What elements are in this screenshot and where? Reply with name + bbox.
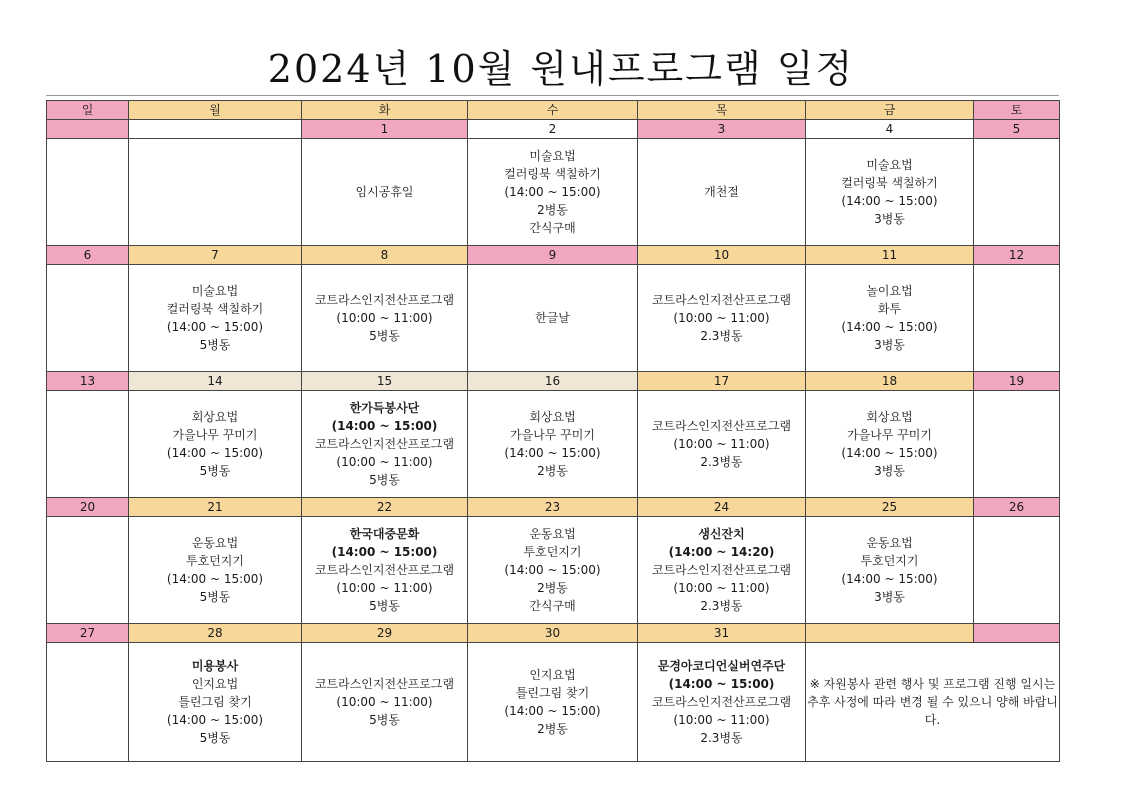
schedule-cell <box>638 139 806 246</box>
schedule-cell <box>47 265 129 372</box>
date-cell: 26 <box>974 498 1060 517</box>
schedule-line: 가을나무 꾸미기 <box>172 428 258 442</box>
schedule-cell <box>806 517 974 624</box>
schedule-line: 코트라스인지전산프로그램 <box>314 293 455 307</box>
schedule-line: (14:00 ~ 15:00) <box>841 320 938 334</box>
schedule-line: 코트라스인지전산프로그램 <box>314 437 455 451</box>
weekday-sat: 토 <box>974 101 1060 120</box>
schedule-line: 운동요법 <box>866 536 913 550</box>
schedule-cell <box>129 643 302 762</box>
schedule-line: (14:00 ~ 15:00) <box>331 419 438 433</box>
schedule-line: 틀린그림 찾기 <box>515 686 590 700</box>
schedule-line: 5병동 <box>199 731 231 745</box>
schedule-cell <box>468 643 638 762</box>
calendar-table <box>46 100 1060 762</box>
schedule-line: 5병동 <box>199 464 231 478</box>
schedule-line: 코트라스인지전산프로그램 <box>651 695 792 709</box>
schedule-line: (14:00 ~ 14:20) <box>668 545 775 559</box>
schedule-line: 한국대중문화 <box>349 527 420 541</box>
schedule-line: (14:00 ~ 15:00) <box>841 446 938 460</box>
schedule-line: (10:00 ~ 11:00) <box>336 311 433 325</box>
schedule-cell <box>638 265 806 372</box>
schedule-line: 미술요법 <box>191 284 239 298</box>
schedule-line: 5병동 <box>369 329 400 343</box>
schedule-line: 간식구매 <box>529 599 576 613</box>
schedule-line: (14:00 ~ 15:00) <box>504 563 601 577</box>
title-divider <box>46 95 1059 96</box>
weekday-thu: 목 <box>638 101 806 120</box>
schedule-line: 한가득봉사단 <box>349 401 420 415</box>
schedule-line: 가을나무 꾸미기 <box>510 428 595 442</box>
schedule-cell <box>806 391 974 498</box>
date-cell <box>806 624 974 643</box>
date-cell: 7 <box>129 246 302 265</box>
schedule-line: 2.3병동 <box>700 599 743 613</box>
date-row <box>47 624 1060 643</box>
schedule-line: 5병동 <box>199 590 231 604</box>
schedule-cell <box>468 265 638 372</box>
date-cell: 30 <box>468 624 638 643</box>
schedule-row <box>47 139 1060 246</box>
schedule-line: 2.3병동 <box>700 329 743 343</box>
schedule-line: 3병동 <box>874 212 905 226</box>
date-cell: 31 <box>638 624 806 643</box>
schedule-line: 3병동 <box>874 464 905 478</box>
date-cell: 6 <box>47 246 129 265</box>
schedule-cell <box>468 391 638 498</box>
schedule-line: 5병동 <box>369 713 400 727</box>
schedule-cell <box>974 391 1060 498</box>
date-cell: 16 <box>468 372 638 391</box>
date-cell: 14 <box>129 372 302 391</box>
date-cell <box>974 624 1060 643</box>
schedule-row <box>47 391 1060 498</box>
date-cell: 13 <box>47 372 129 391</box>
date-cell: 1 <box>302 120 468 139</box>
weekday-tue: 화 <box>302 101 468 120</box>
schedule-cell <box>974 265 1060 372</box>
schedule-line: (10:00 ~ 11:00) <box>336 695 433 709</box>
schedule-row <box>47 265 1060 372</box>
schedule-cell <box>806 139 974 246</box>
date-cell: 21 <box>129 498 302 517</box>
schedule-line: (10:00 ~ 11:00) <box>673 311 770 325</box>
schedule-line: (14:00 ~ 15:00) <box>504 185 601 199</box>
schedule-cell <box>638 643 806 762</box>
schedule-line: (14:00 ~ 15:00) <box>331 545 438 559</box>
date-cell: 3 <box>638 120 806 139</box>
schedule-line: (14:00 ~ 15:00) <box>166 320 264 334</box>
date-cell: 2 <box>468 120 638 139</box>
schedule-cell <box>129 265 302 372</box>
schedule-row <box>47 517 1060 624</box>
schedule-line: (14:00 ~ 15:00) <box>668 677 775 691</box>
schedule-line: 개천절 <box>704 185 739 199</box>
date-cell: 10 <box>638 246 806 265</box>
schedule-cell <box>468 517 638 624</box>
notice-text: ※ 자원봉사 관련 행사 및 프로그램 진행 일시는 추후 사정에 따라 변경 될 수 있으니 양해 바랍니다. <box>806 643 1060 762</box>
schedule-line: (14:00 ~ 15:00) <box>504 446 601 460</box>
page-title: 2024년 10월 원내프로그램 일정 <box>267 47 855 91</box>
date-cell: 9 <box>468 246 638 265</box>
date-cell: 28 <box>129 624 302 643</box>
date-cell: 20 <box>47 498 129 517</box>
schedule-cell <box>47 139 129 246</box>
date-cell: 25 <box>806 498 974 517</box>
date-cell <box>129 120 302 139</box>
date-cell: 12 <box>974 246 1060 265</box>
schedule-line: 문경아코디언실버연주단 <box>657 659 786 673</box>
date-cell: 15 <box>302 372 468 391</box>
schedule-cell <box>302 643 468 762</box>
schedule-line: 코트라스인지전산프로그램 <box>314 677 455 691</box>
schedule-line: 3병동 <box>874 338 905 352</box>
schedule-line: 코트라스인지전산프로그램 <box>651 419 792 433</box>
schedule-line: 인지요법 <box>191 677 239 691</box>
date-cell: 29 <box>302 624 468 643</box>
schedule-cell <box>302 391 468 498</box>
schedule-cell <box>129 391 302 498</box>
date-cell: 23 <box>468 498 638 517</box>
schedule-cell <box>468 139 638 246</box>
schedule-line: 코트라스인지전산프로그램 <box>651 563 792 577</box>
schedule-line: 3병동 <box>874 590 905 604</box>
schedule-cell <box>129 139 302 246</box>
schedule-line: 생신잔치 <box>698 527 745 541</box>
schedule-cell <box>806 265 974 372</box>
schedule-line: (10:00 ~ 11:00) <box>673 713 770 727</box>
schedule-line: 2병동 <box>537 464 568 478</box>
date-row <box>47 372 1060 391</box>
schedule-line: 회상요법 <box>529 410 576 424</box>
weekday-sun: 일 <box>47 101 129 120</box>
schedule-cell <box>974 139 1060 246</box>
schedule-line: 인지요법 <box>529 668 576 682</box>
date-row <box>47 246 1060 265</box>
schedule-line: 2병동 <box>537 581 568 595</box>
schedule-line: 화투 <box>877 302 902 316</box>
schedule-line: (14:00 ~ 15:00) <box>841 194 938 208</box>
schedule-cell <box>129 517 302 624</box>
schedule-line: (14:00 ~ 15:00) <box>841 572 938 586</box>
schedule-cell <box>638 517 806 624</box>
date-cell: 27 <box>47 624 129 643</box>
schedule-line: 한글날 <box>535 311 570 325</box>
schedule-cell <box>302 139 468 246</box>
schedule-line: 투호던지기 <box>860 554 919 568</box>
schedule-line: 운동요법 <box>529 527 576 541</box>
date-row <box>47 120 1060 139</box>
schedule-line: (14:00 ~ 15:00) <box>166 572 264 586</box>
date-cell: 19 <box>974 372 1060 391</box>
schedule-line: 투호던지기 <box>523 545 582 559</box>
schedule-line: (10:00 ~ 11:00) <box>336 455 433 469</box>
schedule-line: 5병동 <box>369 599 400 613</box>
schedule-line: 회상요법 <box>191 410 239 424</box>
schedule-line: 간식구매 <box>529 221 576 235</box>
schedule-line: 5병동 <box>199 338 231 352</box>
schedule-line: (10:00 ~ 11:00) <box>673 581 770 595</box>
schedule-line: 가을나무 꾸미기 <box>847 428 932 442</box>
date-cell <box>47 120 129 139</box>
schedule-cell <box>302 265 468 372</box>
schedule-cell <box>638 391 806 498</box>
schedule-line: (14:00 ~ 15:00) <box>504 704 601 718</box>
schedule-line: 5병동 <box>369 473 400 487</box>
schedule-line: (14:00 ~ 15:00) <box>166 446 264 460</box>
schedule-line: 운동요법 <box>191 536 239 550</box>
date-cell: 11 <box>806 246 974 265</box>
schedule-line: 컬러링북 색칠하기 <box>841 176 938 190</box>
schedule-line: 컬러링북 색칠하기 <box>166 302 264 316</box>
schedule-cell <box>302 517 468 624</box>
schedule-line: 2병동 <box>537 722 568 736</box>
schedule-line: (14:00 ~ 15:00) <box>166 713 264 727</box>
schedule-line: 미용봉사 <box>191 659 239 673</box>
schedule-line: 코트라스인지전산프로그램 <box>314 563 455 577</box>
schedule-line: 코트라스인지전산프로그램 <box>651 293 792 307</box>
schedule-row <box>47 643 1060 762</box>
date-cell: 17 <box>638 372 806 391</box>
schedule-line: 회상요법 <box>866 410 913 424</box>
date-cell: 8 <box>302 246 468 265</box>
date-cell: 22 <box>302 498 468 517</box>
date-cell: 4 <box>806 120 974 139</box>
schedule-line: 2.3병동 <box>700 731 743 745</box>
weekday-wed: 수 <box>468 101 638 120</box>
schedule-line: (10:00 ~ 11:00) <box>673 437 770 451</box>
weekday-fri: 금 <box>806 101 974 120</box>
date-cell: 5 <box>974 120 1060 139</box>
date-cell: 24 <box>638 498 806 517</box>
schedule-line: (10:00 ~ 11:00) <box>336 581 433 595</box>
schedule-line: 임시공휴일 <box>355 185 414 199</box>
schedule-cell <box>974 517 1060 624</box>
schedule-cell <box>47 517 129 624</box>
date-cell: 18 <box>806 372 974 391</box>
schedule-line: 2.3병동 <box>700 455 743 469</box>
schedule-line: 놀이요법 <box>866 284 913 298</box>
schedule-cell <box>47 643 129 762</box>
weekday-mon: 월 <box>129 101 302 120</box>
weekday-header-row <box>47 101 1060 120</box>
schedule-line: 2병동 <box>537 203 568 217</box>
schedule-line: 미술요법 <box>529 149 576 163</box>
date-row <box>47 498 1060 517</box>
schedule-line: 틀린그림 찾기 <box>178 695 252 709</box>
schedule-line: 미술요법 <box>866 158 913 172</box>
schedule-line: 투호던지기 <box>186 554 244 568</box>
schedule-line: 컬러링북 색칠하기 <box>504 167 601 181</box>
schedule-cell <box>47 391 129 498</box>
